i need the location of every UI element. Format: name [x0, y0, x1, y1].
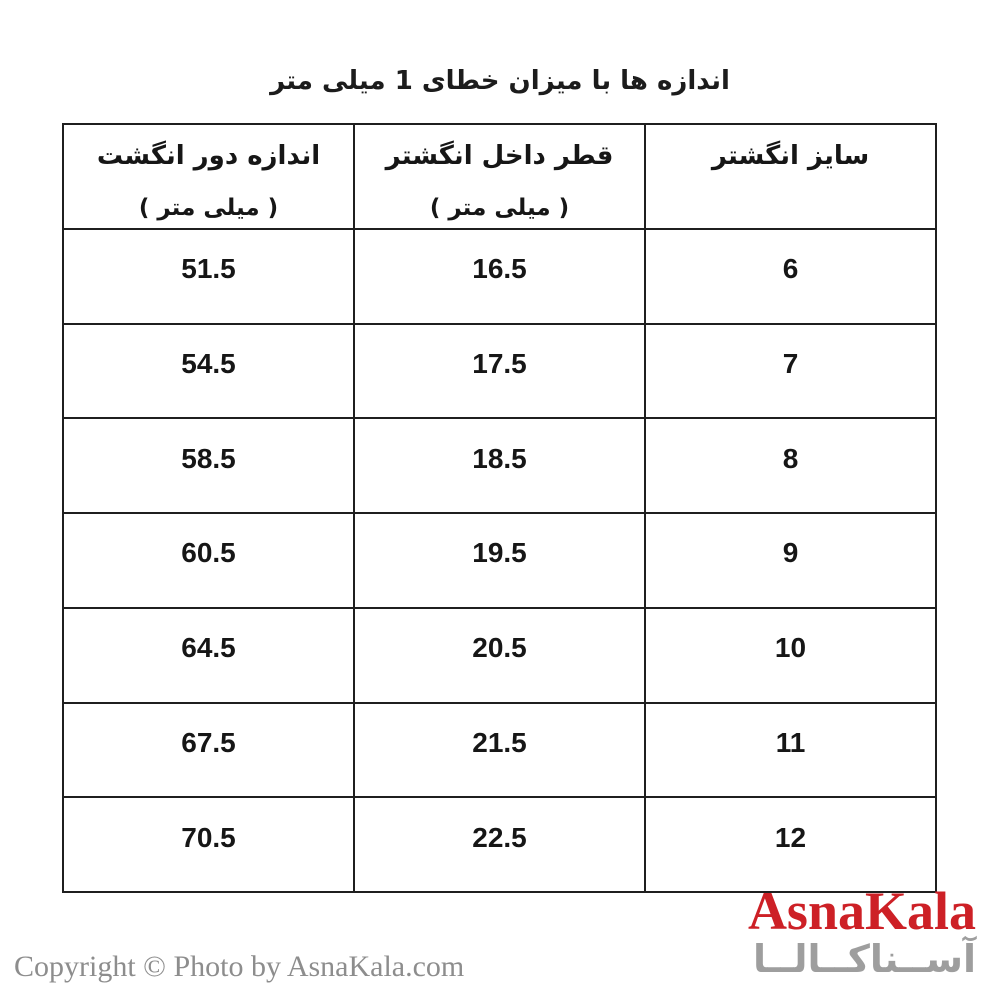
cell-inner-diameter: 16.5: [354, 229, 645, 324]
copyright-text: Copyright © Photo by AsnaKala.com: [14, 950, 465, 983]
cell-inner-diameter: 17.5: [354, 324, 645, 419]
header-ring-size: [645, 124, 936, 229]
cell-inner-diameter: 22.5: [354, 797, 645, 892]
cell-ring-size: 9: [645, 513, 936, 608]
cell-inner-diameter: 20.5: [354, 608, 645, 703]
table-row: [63, 513, 936, 608]
cell-ring-size: 11: [645, 703, 936, 798]
cell-inner-diameter: 21.5: [354, 703, 645, 798]
table-row: [63, 608, 936, 703]
logo-wordmark-latin: AsnaKala: [747, 881, 976, 941]
header-ring-size-label: سایز انگشتر: [711, 141, 870, 171]
table-body: [63, 229, 936, 892]
logo-wordmark-persian: آســناکــالــا: [752, 937, 976, 981]
cell-finger-circumference: 58.5: [63, 418, 354, 513]
header-finger-circumference-label: اندازه دور انگشت: [96, 141, 321, 171]
table-row: [63, 703, 936, 798]
cell-finger-circumference: 60.5: [63, 513, 354, 608]
table-header-row: [63, 124, 936, 229]
cell-finger-circumference: 64.5: [63, 608, 354, 703]
asnakala-logo: [747, 881, 976, 982]
header-finger-circumference-unit: ( میلی متر ): [138, 195, 279, 221]
header-inner-diameter-label: قطر داخل انگشتر: [385, 141, 614, 171]
cell-ring-size: 10: [645, 608, 936, 703]
cell-ring-size: 7: [645, 324, 936, 419]
header-inner-diameter: [354, 124, 645, 229]
page-title: اندازه ها با میزان خطای 1 میلی متر: [270, 66, 730, 96]
table-row: [63, 418, 936, 513]
header-inner-diameter-unit: ( میلی متر ): [429, 195, 570, 221]
cell-finger-circumference: 54.5: [63, 324, 354, 419]
cell-ring-size: 6: [645, 229, 936, 324]
ring-size-table: [62, 123, 937, 893]
cell-finger-circumference: 51.5: [63, 229, 354, 324]
table-row: [63, 229, 936, 324]
table-row: [63, 324, 936, 419]
header-finger-circumference: [63, 124, 354, 229]
cell-inner-diameter: 19.5: [354, 513, 645, 608]
table-row: [63, 797, 936, 892]
cell-finger-circumference: 67.5: [63, 703, 354, 798]
cell-finger-circumference: 70.5: [63, 797, 354, 892]
cell-inner-diameter: 18.5: [354, 418, 645, 513]
table-header: [63, 124, 936, 229]
cell-ring-size: 12: [645, 797, 936, 892]
cell-ring-size: 8: [645, 418, 936, 513]
